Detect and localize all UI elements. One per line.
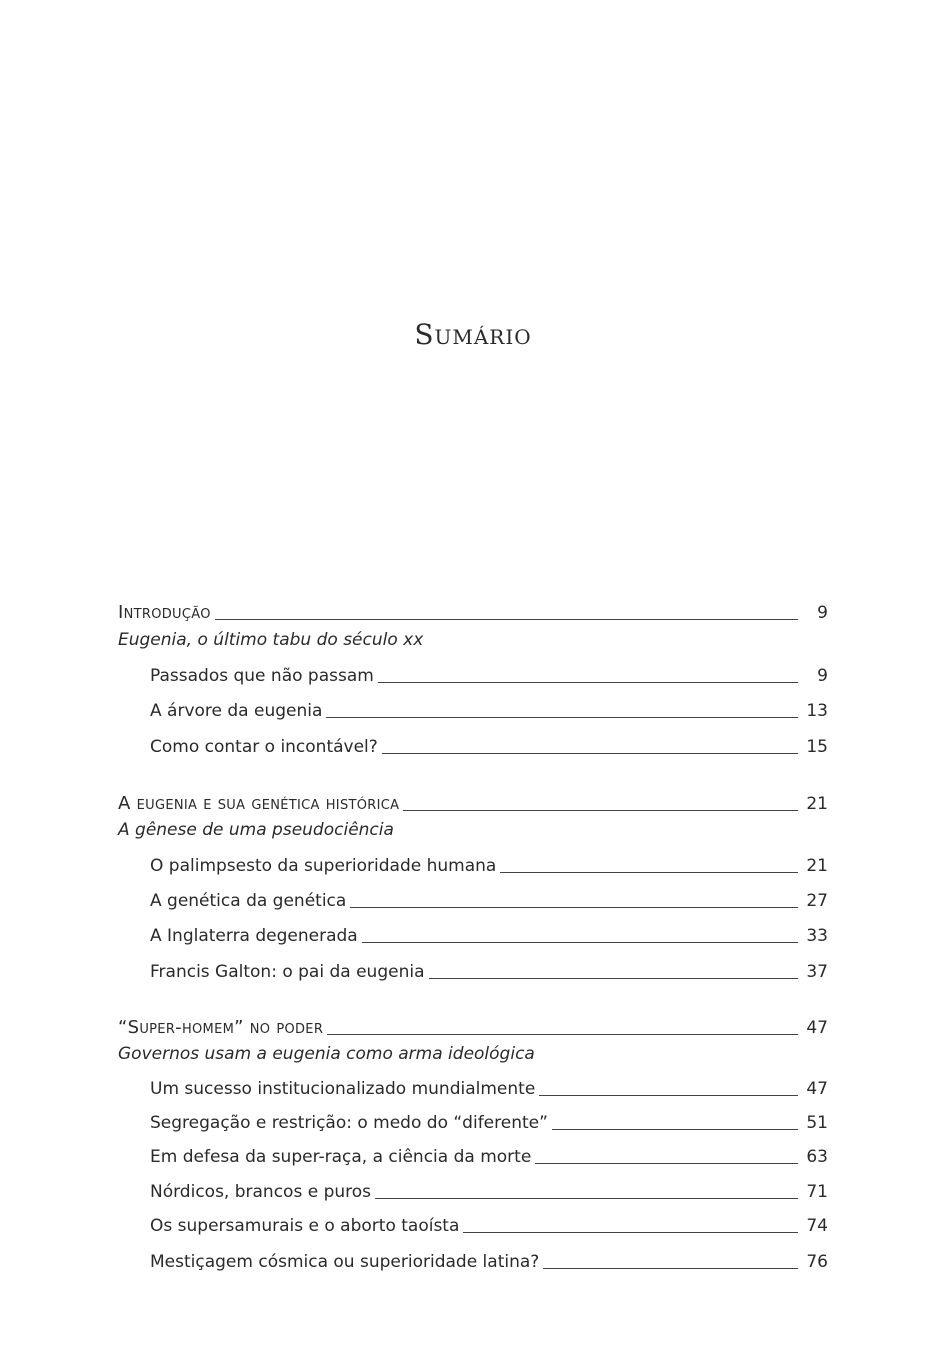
section-title: Mestiçagem cósmica ou superioridade latina?	[150, 1252, 540, 1272]
page-number: 71	[806, 1182, 828, 1202]
toc-section-entry[interactable]	[150, 855, 828, 877]
toc-section-entry[interactable]	[150, 1146, 828, 1168]
chapter-title: Introdução	[118, 602, 211, 623]
dot-leader	[215, 618, 798, 620]
chapter-title: A eugenia e sua genética histórica	[118, 793, 400, 814]
toc-section-entry[interactable]	[150, 665, 828, 687]
section-title: A genética da genética	[150, 891, 347, 911]
page-number: 33	[806, 926, 828, 946]
dot-leader	[403, 809, 798, 811]
dot-leader	[535, 1162, 798, 1164]
page-number: 13	[806, 701, 828, 721]
chapter-subtitle: Eugenia, o último tabu do século xx	[118, 630, 424, 650]
section-title: Francis Galton: o pai da eugenia	[150, 962, 425, 982]
section-title: Um sucesso institucionalizado mundialmente	[150, 1079, 536, 1099]
toc-section-entry[interactable]	[150, 1078, 828, 1100]
page-number: 21	[806, 856, 828, 876]
page-title: Sumário	[414, 318, 532, 351]
toc-chapter-entry[interactable]	[118, 793, 828, 815]
dot-leader	[378, 681, 798, 683]
toc-section-entry[interactable]	[150, 1215, 828, 1237]
section-title: Segregação e restrição: o medo do “diferente”	[150, 1113, 548, 1133]
toc-chapter-entry[interactable]	[118, 602, 828, 624]
dot-leader	[500, 871, 798, 873]
section-title: A árvore da eugenia	[150, 701, 323, 721]
dot-leader	[350, 906, 798, 908]
page-number: 37	[806, 962, 828, 982]
chapter-subtitle: Governos usam a eugenia como arma ideológica	[118, 1044, 535, 1064]
page-number: 76	[806, 1252, 828, 1272]
section-title: Em defesa da super-raça, a ciência da morte	[150, 1147, 532, 1167]
section-title: A Inglaterra degenerada	[150, 926, 358, 946]
dot-leader	[429, 977, 799, 979]
dot-leader	[327, 1033, 798, 1035]
dot-leader	[463, 1231, 798, 1233]
section-title: O palimpsesto da superioridade humana	[150, 856, 497, 876]
chapter-subtitle: A gênese de uma pseudociência	[118, 820, 394, 840]
toc-section-entry[interactable]	[150, 1251, 828, 1273]
section-title: Como contar o incontável?	[150, 737, 378, 757]
section-title: Nórdicos, brancos e puros	[150, 1182, 372, 1202]
section-title: Os supersamurais e o aborto taoísta	[150, 1216, 460, 1236]
toc-section-entry[interactable]	[150, 1181, 828, 1203]
page-number: 9	[817, 666, 828, 686]
dot-leader	[326, 716, 798, 718]
dot-leader	[539, 1094, 798, 1096]
toc-section-entry[interactable]	[150, 925, 828, 947]
toc-section-entry[interactable]	[150, 700, 828, 722]
toc-section-entry[interactable]	[150, 890, 828, 912]
toc-section-entry[interactable]	[150, 1112, 828, 1134]
dot-leader	[382, 752, 798, 754]
toc-chapter-entry[interactable]	[118, 1017, 828, 1039]
page-number: 15	[806, 737, 828, 757]
page-number: 47	[806, 1018, 828, 1038]
dot-leader	[375, 1197, 798, 1199]
page-number: 27	[806, 891, 828, 911]
page-number: 63	[806, 1147, 828, 1167]
page-number: 51	[806, 1113, 828, 1133]
section-title: Passados que não passam	[150, 666, 374, 686]
chapter-title: “Super-homem” no poder	[118, 1017, 324, 1038]
toc-section-entry[interactable]	[150, 736, 828, 758]
dot-leader	[543, 1267, 798, 1269]
toc-section-entry[interactable]	[150, 961, 828, 983]
page-number: 21	[806, 794, 828, 814]
dot-leader	[362, 941, 798, 943]
dot-leader	[552, 1128, 798, 1130]
page-number: 74	[806, 1216, 828, 1236]
page-number: 47	[806, 1079, 828, 1099]
page-number: 9	[817, 603, 828, 623]
